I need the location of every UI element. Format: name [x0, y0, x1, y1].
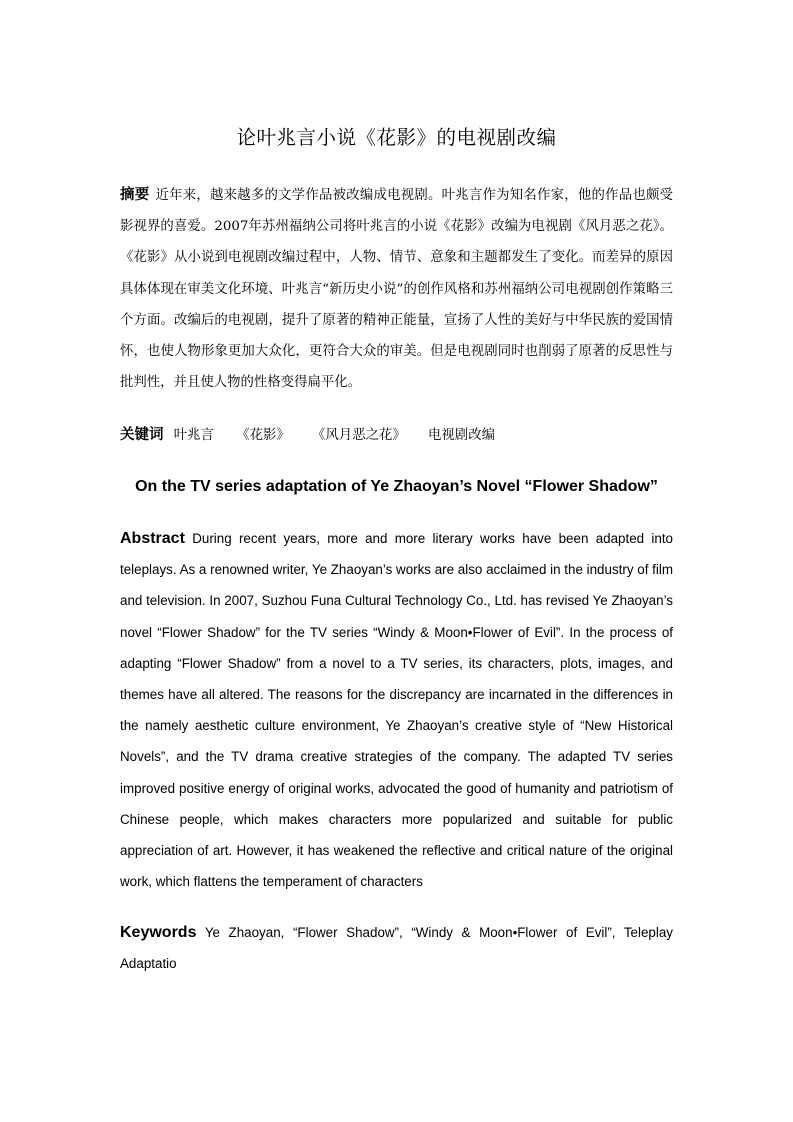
chinese-abstract	[120, 180, 673, 398]
chinese-keyword: 叶兆言	[173, 428, 214, 443]
chinese-keywords	[120, 420, 673, 451]
english-abstract-text: During recent years, more and more literary works have been adapted into teleplays. As a renowned writer, Ye Zhaoyan’s works are also acclaimed in the industry of film and television. In 2007, Suzhou Funa Cultural Technology Co., Ltd. has revised Ye Zhaoyan’s novel “Flower Shadow” for the TV series “Windy & Moon•Flower of Evil”. In the process of adapting “Flower Shadow” from a novel to a TV series, its characters, plots, images, and themes have all altered. The reasons for the discrepancy are incarnated in the differences in the namely aesthetic culture environment, Ye Zhaoyan’s creative style of “New Historical Novels”, and the TV drama creative strategies of the company. The adapted TV series improved positive energy of original works, advocated the good of humanity and patriotism of Chinese people, which makes characters more popularized and suitable for public appreciation of art. However, it has weakened the reflective and critical nature of the original work, which flattens the temperament of characters	[120, 531, 673, 890]
english-abstract	[120, 523, 673, 897]
english-title: On the TV series adaptation of Ye Zhaoyan’s Novel “Flower Shadow”	[135, 478, 658, 495]
chinese-keywords-label: 关键词	[120, 427, 164, 443]
chinese-keyword: 《风月恶之花》	[312, 428, 406, 443]
chinese-abstract-label: 摘要	[120, 187, 150, 203]
chinese-keyword: 《花影》	[236, 428, 290, 443]
english-keywords	[120, 917, 673, 979]
chinese-keyword: 电视剧改编	[428, 428, 495, 443]
english-keywords-label: Keywords	[120, 924, 197, 941]
chinese-abstract-text: 近年来，越来越多的文学作品被改编成电视剧。叶兆言作为知名作家，他的作品也颇受影视界的喜爱。2007年苏州福纳公司将叶兆言的小说《花影》改编为电视剧《风月恶之花》。《花影》从小说到电视剧改编过程中，人物、情节、意象和主题都发生了变化。而差异的原因具体体现在审美文化环境、叶兆言“新历史小说”的创作风格和苏州福纳公司电视剧创作策略三个方面。改编后的电视剧，提升了原著的精神正能量，宣扬了人性的美好与中华民族的爱国情怀，也使人物形象更加大众化，更符合大众的审美。但是电视剧同时也削弱了原著的反思性与批判性，并且使人物的性格变得扁平化。	[120, 188, 674, 391]
english-keywords-text: Ye Zhaoyan, “Flower Shadow”, “Windy & Moon•Flower of Evil”, Teleplay Adaptatio	[120, 925, 673, 972]
english-abstract-label: Abstract	[120, 530, 185, 547]
chinese-title: 论叶兆言小说《花影》的电视剧改编	[236, 126, 557, 149]
